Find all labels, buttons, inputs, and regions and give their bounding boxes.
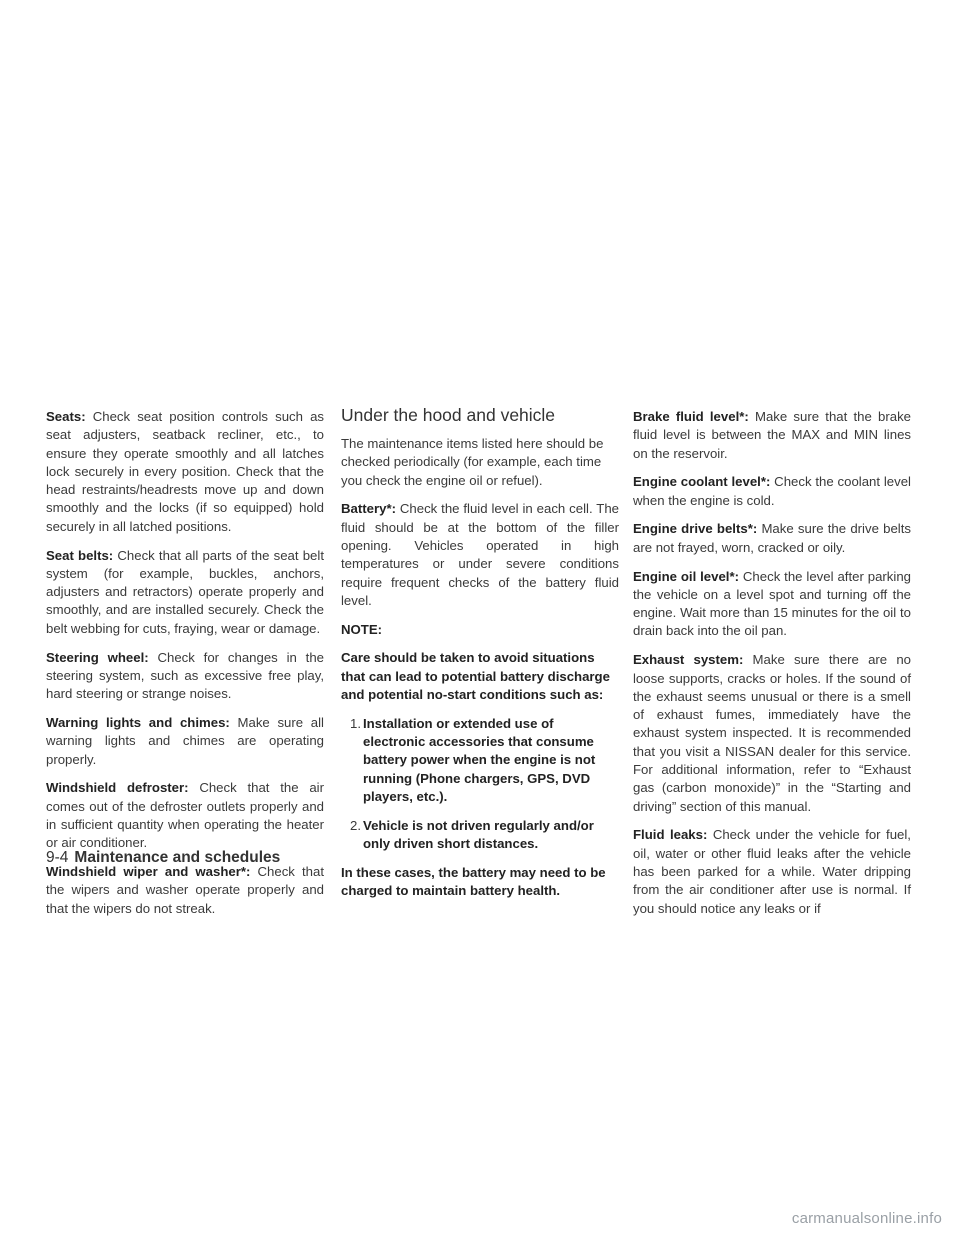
- note-closing: In these cases, the battery may need to be charged to maintain battery health.: [341, 864, 606, 899]
- item-steering-wheel: Steering wheel: Check for changes in the steering system, such as excessive free play, hard steering or strange noises.: [46, 649, 324, 702]
- item-battery: Battery*: Check the fluid level in each cell. The fluid should be at the bottom of the filler opening. Vehicles operated in high temperatures or under severe conditions require frequent checks of the battery fluid level.: [341, 501, 619, 608]
- item-engine-drive-belts: Engine drive belts*: Make sure the drive belts are not frayed, worn, cracked or oily.: [633, 521, 911, 555]
- section-title: Maintenance and schedules: [74, 849, 281, 866]
- note-label: NOTE:: [341, 621, 383, 637]
- list-item: 1. Installation or extended use of electronic accessories that consume battery power when the engine is not running (Phone chargers, GPS, DVD players, etc.).: [350, 715, 596, 805]
- list-item: 2. Vehicle is not driven regularly and/or only driven short distances.: [350, 817, 594, 852]
- page-footer: [46, 849, 280, 867]
- section-heading: Under the hood and vehicle: [341, 405, 556, 425]
- item-engine-coolant: Engine coolant level*: Check the coolant level when the engine is cold.: [633, 474, 911, 508]
- page-number: 9-4: [46, 849, 69, 866]
- note-text: Care should be taken to avoid situations that can lead to potential battery discharge and potential no-start conditions such as:: [341, 650, 610, 703]
- item-exhaust-system: Exhaust system: Make sure there are no loose supports, cracks or holes. If the sound of the exhaust seems unusual or there is a smell of exhaust fumes, immediately have the exhaust system inspected. It is recommended that you visit a NISSAN dealer for this service. For additional information, refer to “Exhaust gas (carbon monoxide)” in the “Starting and driving” section of this manual.: [633, 652, 911, 814]
- watermark[interactable]: carmanualsonline.info: [791, 1210, 942, 1227]
- item-fluid-leaks: Fluid leaks: Check under the vehicle for fuel, oil, water or other fluid leaks after the vehicle has been parked for a while. Water dripping from the air conditioner after use is normal. If you should notice any leaks or if: [633, 827, 911, 916]
- item-warning-lights: Warning lights and chimes: Make sure all warning lights and chimes are operating properly.: [46, 714, 324, 767]
- item-brake-fluid: Brake fluid level*: Make sure that the brake fluid level is between the MAX and MIN lines on the reservoir.: [633, 409, 912, 461]
- column-middle: [341, 405, 619, 911]
- item-seat-belts: Seat belts: Check that all parts of the seat belt system (for example, buckles, anchors, adjusters and retractors) operate properly and smoothly, and are installed securely. Check the belt webbing for cuts, fraying, wear or damage.: [46, 547, 324, 636]
- item-engine-oil: Engine oil level*: Check the level after parking the vehicle on a level spot and turning off the engine. Wait more than 15 minutes for the oil to drain back into the oil pan.: [633, 568, 911, 639]
- item-windshield-defroster: Windshield defroster: Check that the air comes out of the defroster outlets properly and in sufficient quantity when operating the heater or air conditioner.: [46, 780, 325, 851]
- note-list: [341, 715, 619, 854]
- section-intro: The maintenance items listed here should be checked periodically (for example, each time you check the engine oil or refuel).: [341, 436, 604, 488]
- item-wiper-washer: Windshield wiper and washer*: Check that the wipers and washer operate properly and that the wipers do not streak.: [46, 864, 324, 916]
- column-right: [633, 408, 911, 928]
- item-seats: Seats: Check seat position controls such as seat adjusters, seatback recliner, etc., to ensure they operate smoothly and all latches lock securely in every position. Check that the head restraints/headrests move up and down smoothly and the locks (if so equipped) hold securely in all latched positions.: [46, 409, 324, 534]
